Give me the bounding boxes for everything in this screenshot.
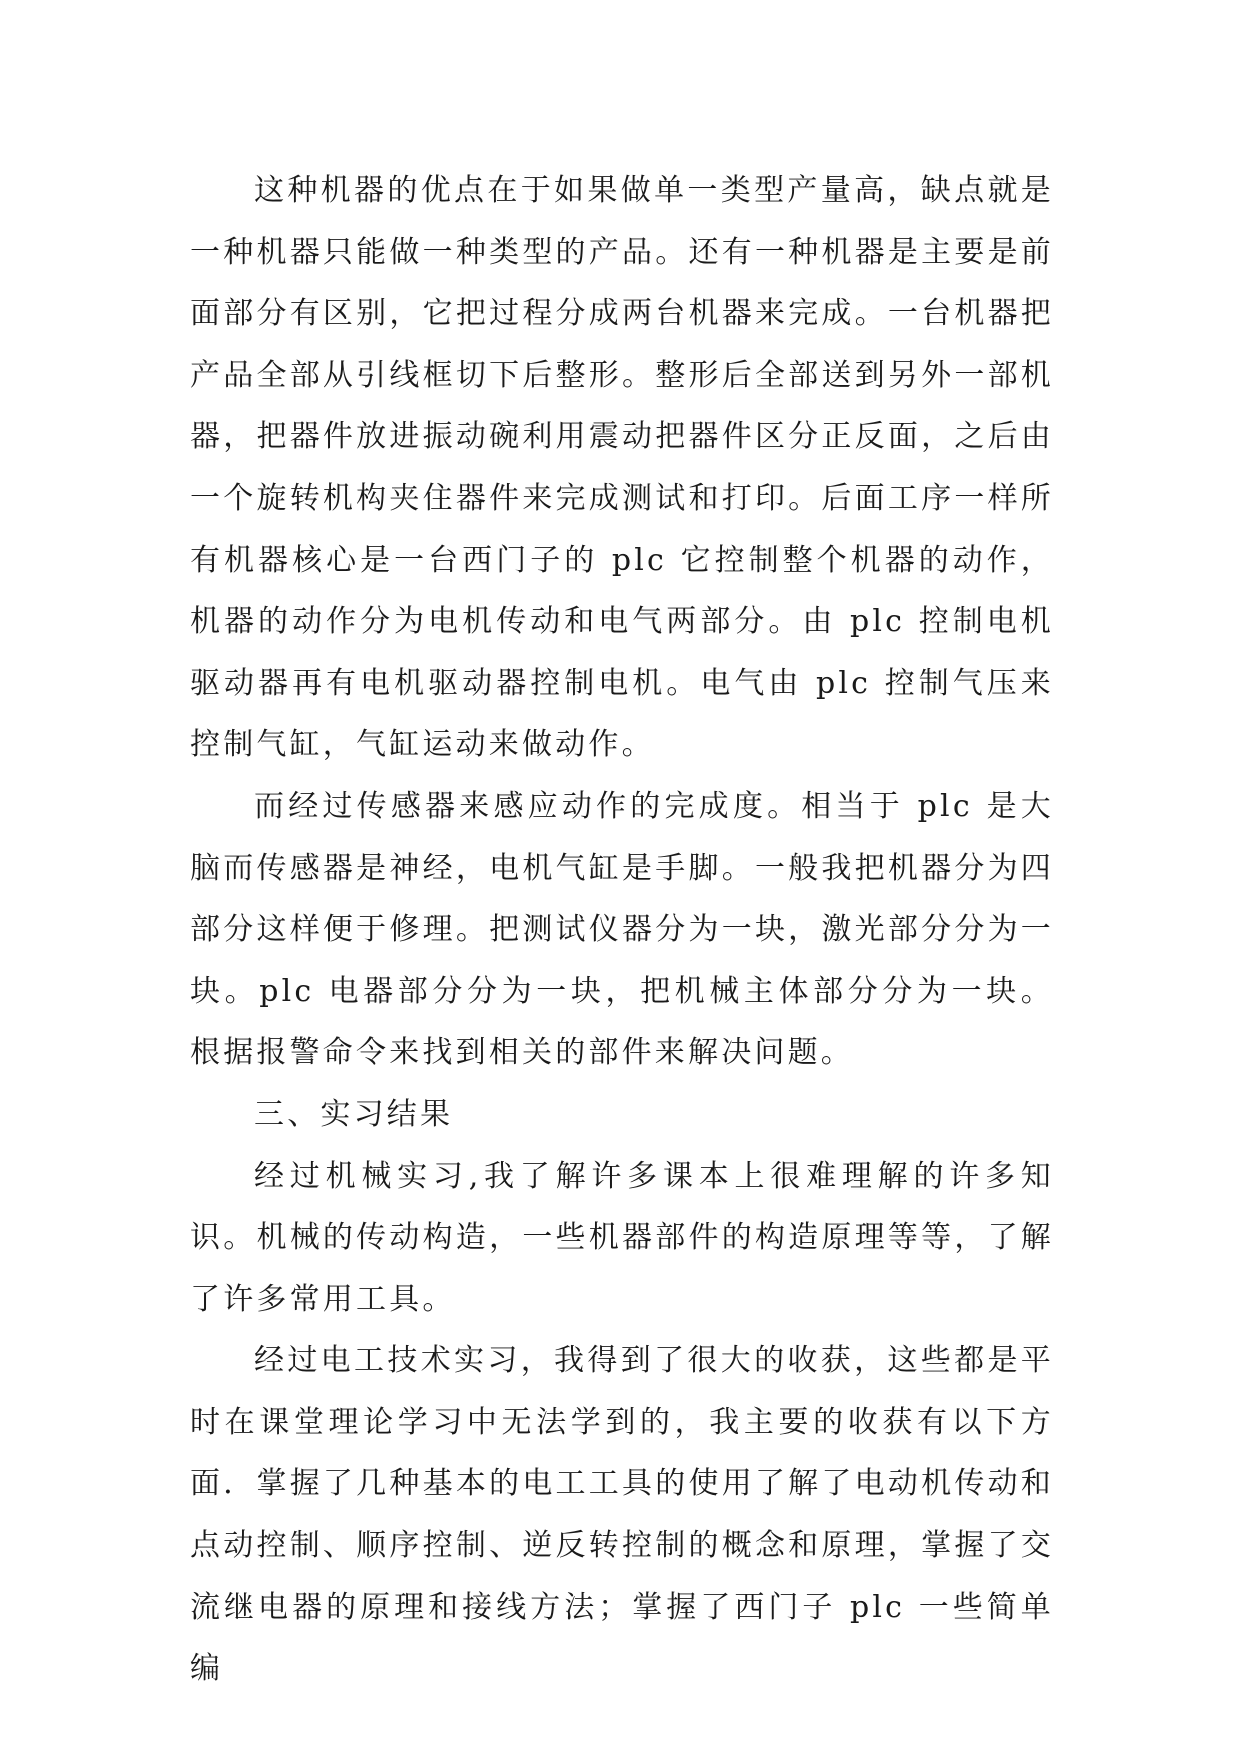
paragraph-2: 而经过传感器来感应动作的完成度。相当于 plc 是大脑而传感器是神经，电机气缸是手脚。一般我把机器分为四部分这样便于修理。把测试仪器分为一块，激光部分分为一块。plc 电器部分分为一块，把机械主体部分分为一块。根据报警命令来找到相关的部件来解决问题。 <box>190 788 1054 1071</box>
paragraph-3: 经过机械实习,我了解许多课本上很难理解的许多知识。机械的传动构造，一些机器部件的构造原理等等，了解了许多常用工具。 <box>190 1158 1054 1317</box>
paragraph-4: 经过电工技术实习，我得到了很大的收获，这些都是平时在课堂理论学习中无法学到的，我主要的收获有以下方面．掌握了几种基本的电工工具的使用了解了电动机传动和点动控制、顺序控制、逆反转控制的概念和原理，掌握了交流继电器的原理和接线方法；掌握了西门子 plc 一些简单编 <box>190 1343 1054 1687</box>
document-body <box>190 160 1054 1700</box>
section-heading: 三、实习结果 <box>254 1096 454 1132</box>
paragraph-1: 这种机器的优点在于如果做单一类型产量高，缺点就是一种机器只能做一种类型的产品。还有一种机器是主要是前面部分有区别，它把过程分成两台机器来完成。一台机器把产品全部从引线框切下后整形。整形后全部送到另外一部机器，把器件放进振动碗利用震动把器件区分正反面，之后由一个旋转机构夹住器件来完成测试和打印。后面工序一样所有机器核心是一台西门子的 plc 它控制整个机器的动作，机器的动作分为电机传动和电气两部分。由 plc 控制电机驱动器再有电机驱动器控制电机。电气由 plc 控制气压来控制气缸，气缸运动来做动作。 <box>190 173 1054 763</box>
